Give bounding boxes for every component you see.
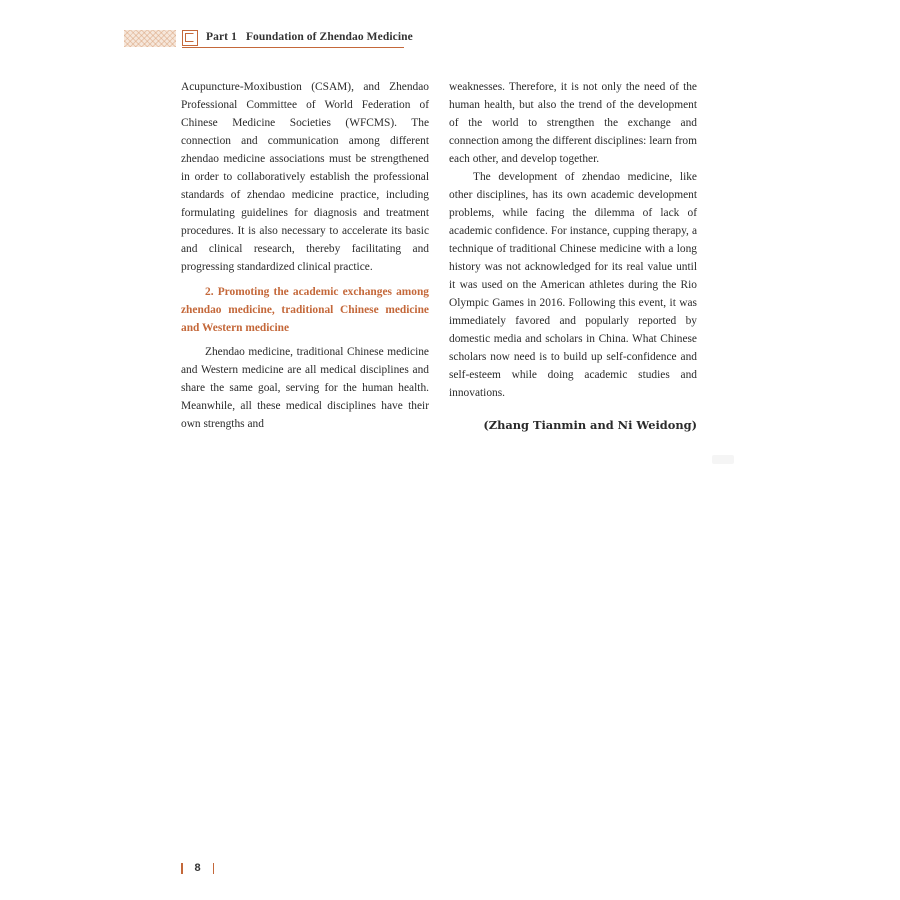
header-decorative-pattern	[124, 30, 176, 47]
header-rule	[182, 47, 404, 48]
left-paragraph-continued: Acupuncture-Moxibustion (CSAM), and Zhendao Professional Committee of World Federation of Chinese Medicine Societies (WFCMS). The connection and communication among different zhendao medicine associations must be strengthened in order to collaboratively establish the professional standards of zhendao medicine practice, including formulating guidelines for diagnosis and treatment procedures. It is also necessary to accelerate its basic and clinical research, thereby facilitating and progressing standardized clinical practice.	[181, 81, 429, 273]
right-paragraph-continued: weaknesses. Therefore, it is not only the need of the human health, but also the trend of the development of the world to strengthen the exchange and connection among the different disciplines: learn from each other, and develop together.	[449, 81, 697, 165]
author-signature: (Zhang Tianmin and Ni Weidong)	[483, 418, 697, 432]
left-column	[181, 78, 429, 433]
running-header	[206, 31, 413, 43]
footer-bar-left	[181, 863, 183, 874]
meander-logo-icon	[182, 30, 198, 46]
page-footer	[181, 862, 214, 874]
left-paragraph-2: Zhendao medicine, traditional Chinese medicine and Western medicine are all medical disciplines and share the same goal, serving for the human health. Meanwhile, all these medical disciplines have their own strengths and	[181, 346, 429, 430]
faint-mark	[712, 455, 734, 464]
right-paragraph-2: The development of zhendao medicine, like other disciplines, has its own academic development problems, while facing the dilemma of lack of academic confidence. For instance, cupping therapy, a technique of traditional Chinese medicine with a long history was not acknowledged for its real value until it was used on the American athletes during the Rio Olympic Games in 2016. Following this event, it was immediately favored and popularly reported by domestic media and scholars in China. What Chinese scholars now need is to build up self-confidence and self-esteem while doing academic studies and innovations.	[449, 171, 697, 399]
header-part-title: Foundation of Zhendao Medicine	[245, 31, 413, 43]
section-heading: 2. Promoting the academic exchanges among zhendao medicine, traditional Chinese medicine and Western medicine	[181, 286, 429, 334]
footer-bar-right	[213, 863, 215, 874]
right-column	[449, 78, 697, 434]
header-part-label: Part 1	[206, 31, 237, 43]
page-number: 8	[194, 862, 201, 875]
